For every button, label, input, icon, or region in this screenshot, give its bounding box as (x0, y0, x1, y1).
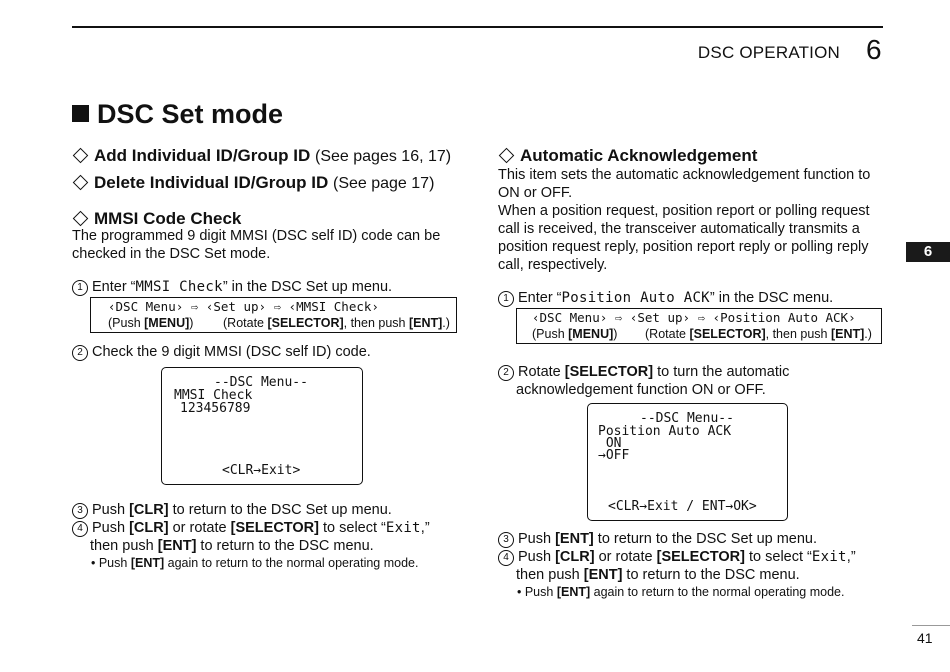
rotate-instruction: (Rotate [SELECTOR], then push [ENT].) (645, 327, 872, 341)
section-title-text: DSC Set mode (97, 99, 284, 129)
step-number: 4 (498, 550, 514, 566)
page-reference: (See page 17) (332, 175, 435, 192)
diamond-bullet-icon (73, 211, 89, 227)
step-2 (72, 343, 371, 361)
push-instruction: (Push [MENU]) (108, 316, 194, 330)
subsection-title: Automatic Acknowledgement (520, 146, 758, 165)
step-2-continued: acknowledgement function ON or OFF. (516, 382, 766, 398)
lcd-line: Position Auto ACK (598, 424, 732, 439)
subsection-title: MMSI Code Check (94, 209, 242, 228)
step-1 (72, 278, 392, 296)
subsection-auto-ack (498, 146, 757, 166)
paragraph-line: position request reply, position report reply or polling reply (498, 239, 869, 255)
lcd-title: --DSC Menu-- (214, 375, 308, 390)
lcd-line: MMSI Check (174, 388, 253, 403)
step-2: 2 Rotate [SELECTOR] to turn the automatic (498, 363, 789, 381)
lcd-line: ON (598, 436, 622, 451)
square-bullet-icon (72, 105, 89, 122)
push-instruction: (Push [MENU]) (532, 327, 618, 341)
step-number: 2 (498, 365, 514, 381)
step-4-continued: then push [ENT] to return to the DSC menu. (516, 567, 800, 583)
lcd-text: MMSI Check (135, 279, 223, 295)
lcd-display (161, 367, 363, 485)
paragraph-line: checked in the DSC Set mode. (72, 246, 271, 262)
step-number: 1 (72, 280, 88, 296)
page-number: 41 (917, 630, 933, 646)
step-1: 1 Enter “Position Auto ACK” in the DSC menu. (498, 289, 833, 307)
subsection-mmsi-check (72, 209, 241, 229)
paragraph-line: call, respectively. (498, 257, 608, 273)
step-text: Check the 9 digit MMSI (DSC self ID) code. (92, 344, 371, 360)
lcd-line: →OFF (598, 448, 630, 463)
step-number: 4 (72, 521, 88, 537)
lcd-text: Exit (811, 549, 847, 565)
diamond-bullet-icon (73, 148, 89, 164)
lcd-line: 123456789 (180, 401, 251, 416)
chapter-number: 6 (866, 34, 882, 65)
note: • Push [ENT] again to return to the normal operating mode. (517, 585, 845, 599)
rotate-instruction: (Rotate [SELECTOR], then push [ENT].) (223, 316, 450, 330)
subsection-delete-id (72, 173, 434, 193)
lcd-title: --DSC Menu-- (640, 411, 734, 426)
subsection-add-id (72, 146, 451, 166)
step-4: 4 Push [CLR] or rotate [SELECTOR] to select “Exit,” (498, 548, 856, 566)
paragraph-line: The programmed 9 digit MMSI (DSC self ID) code can be (72, 228, 441, 244)
note: • Push [ENT] again to return to the normal operating mode. (91, 556, 419, 570)
lcd-text: Position Auto ACK (561, 290, 710, 306)
step-number: 3 (72, 503, 88, 519)
lcd-display (587, 403, 788, 521)
step-4-continued: then push [ENT] to return to the DSC menu. (90, 538, 374, 554)
paragraph-line: When a position request, position report or polling request (498, 203, 870, 219)
subsection-title: Add Individual ID/Group ID (94, 146, 311, 165)
diamond-bullet-icon (499, 148, 515, 164)
page-reference: (See pages 16, 17) (315, 148, 452, 165)
step-number: 2 (72, 345, 88, 361)
step-number: 3 (498, 532, 514, 548)
step-text: ” in the DSC Set up menu. (222, 279, 393, 295)
section-title (72, 99, 283, 130)
header-rule (72, 26, 883, 28)
auto-ack-description (498, 166, 870, 274)
paragraph-line: This item sets the automatic acknowledgement function to (498, 167, 871, 183)
lcd-footer: <CLR→Exit / ENT→OK> (608, 499, 757, 514)
lcd-footer: <CLR→Exit> (222, 463, 301, 478)
step-3: 3 Push [ENT] to return to the DSC Set up menu. (498, 530, 817, 548)
subsection-title: Delete Individual ID/Group ID (94, 173, 329, 192)
step-text: Enter “ (92, 279, 136, 295)
menu-path: ‹DSC Menu› ⇨ ‹Set up› ⇨ ‹MMSI Check› (108, 299, 379, 314)
step-4: 4 Push [CLR] or rotate [SELECTOR] to select “Exit,” (72, 519, 430, 537)
page-number-rule (912, 625, 950, 626)
lcd-text: Exit (385, 520, 421, 536)
diamond-bullet-icon (73, 175, 89, 191)
step-3: 3 Push [CLR] to return to the DSC Set up menu. (72, 501, 392, 519)
step-number: 1 (498, 291, 514, 307)
menu-path: ‹DSC Menu› ⇨ ‹Set up› ⇨ ‹Position Auto ACK› (532, 310, 856, 325)
mmsi-description (72, 227, 440, 263)
paragraph-line: call is received, the transceiver automatically transmits a (498, 221, 860, 237)
chapter-side-tab: 6 (906, 242, 950, 262)
chapter-title: DSC OPERATION (697, 43, 840, 62)
menu-path-box (516, 308, 882, 344)
paragraph-line: ON or OFF. (498, 185, 573, 201)
menu-path-box (90, 297, 457, 333)
